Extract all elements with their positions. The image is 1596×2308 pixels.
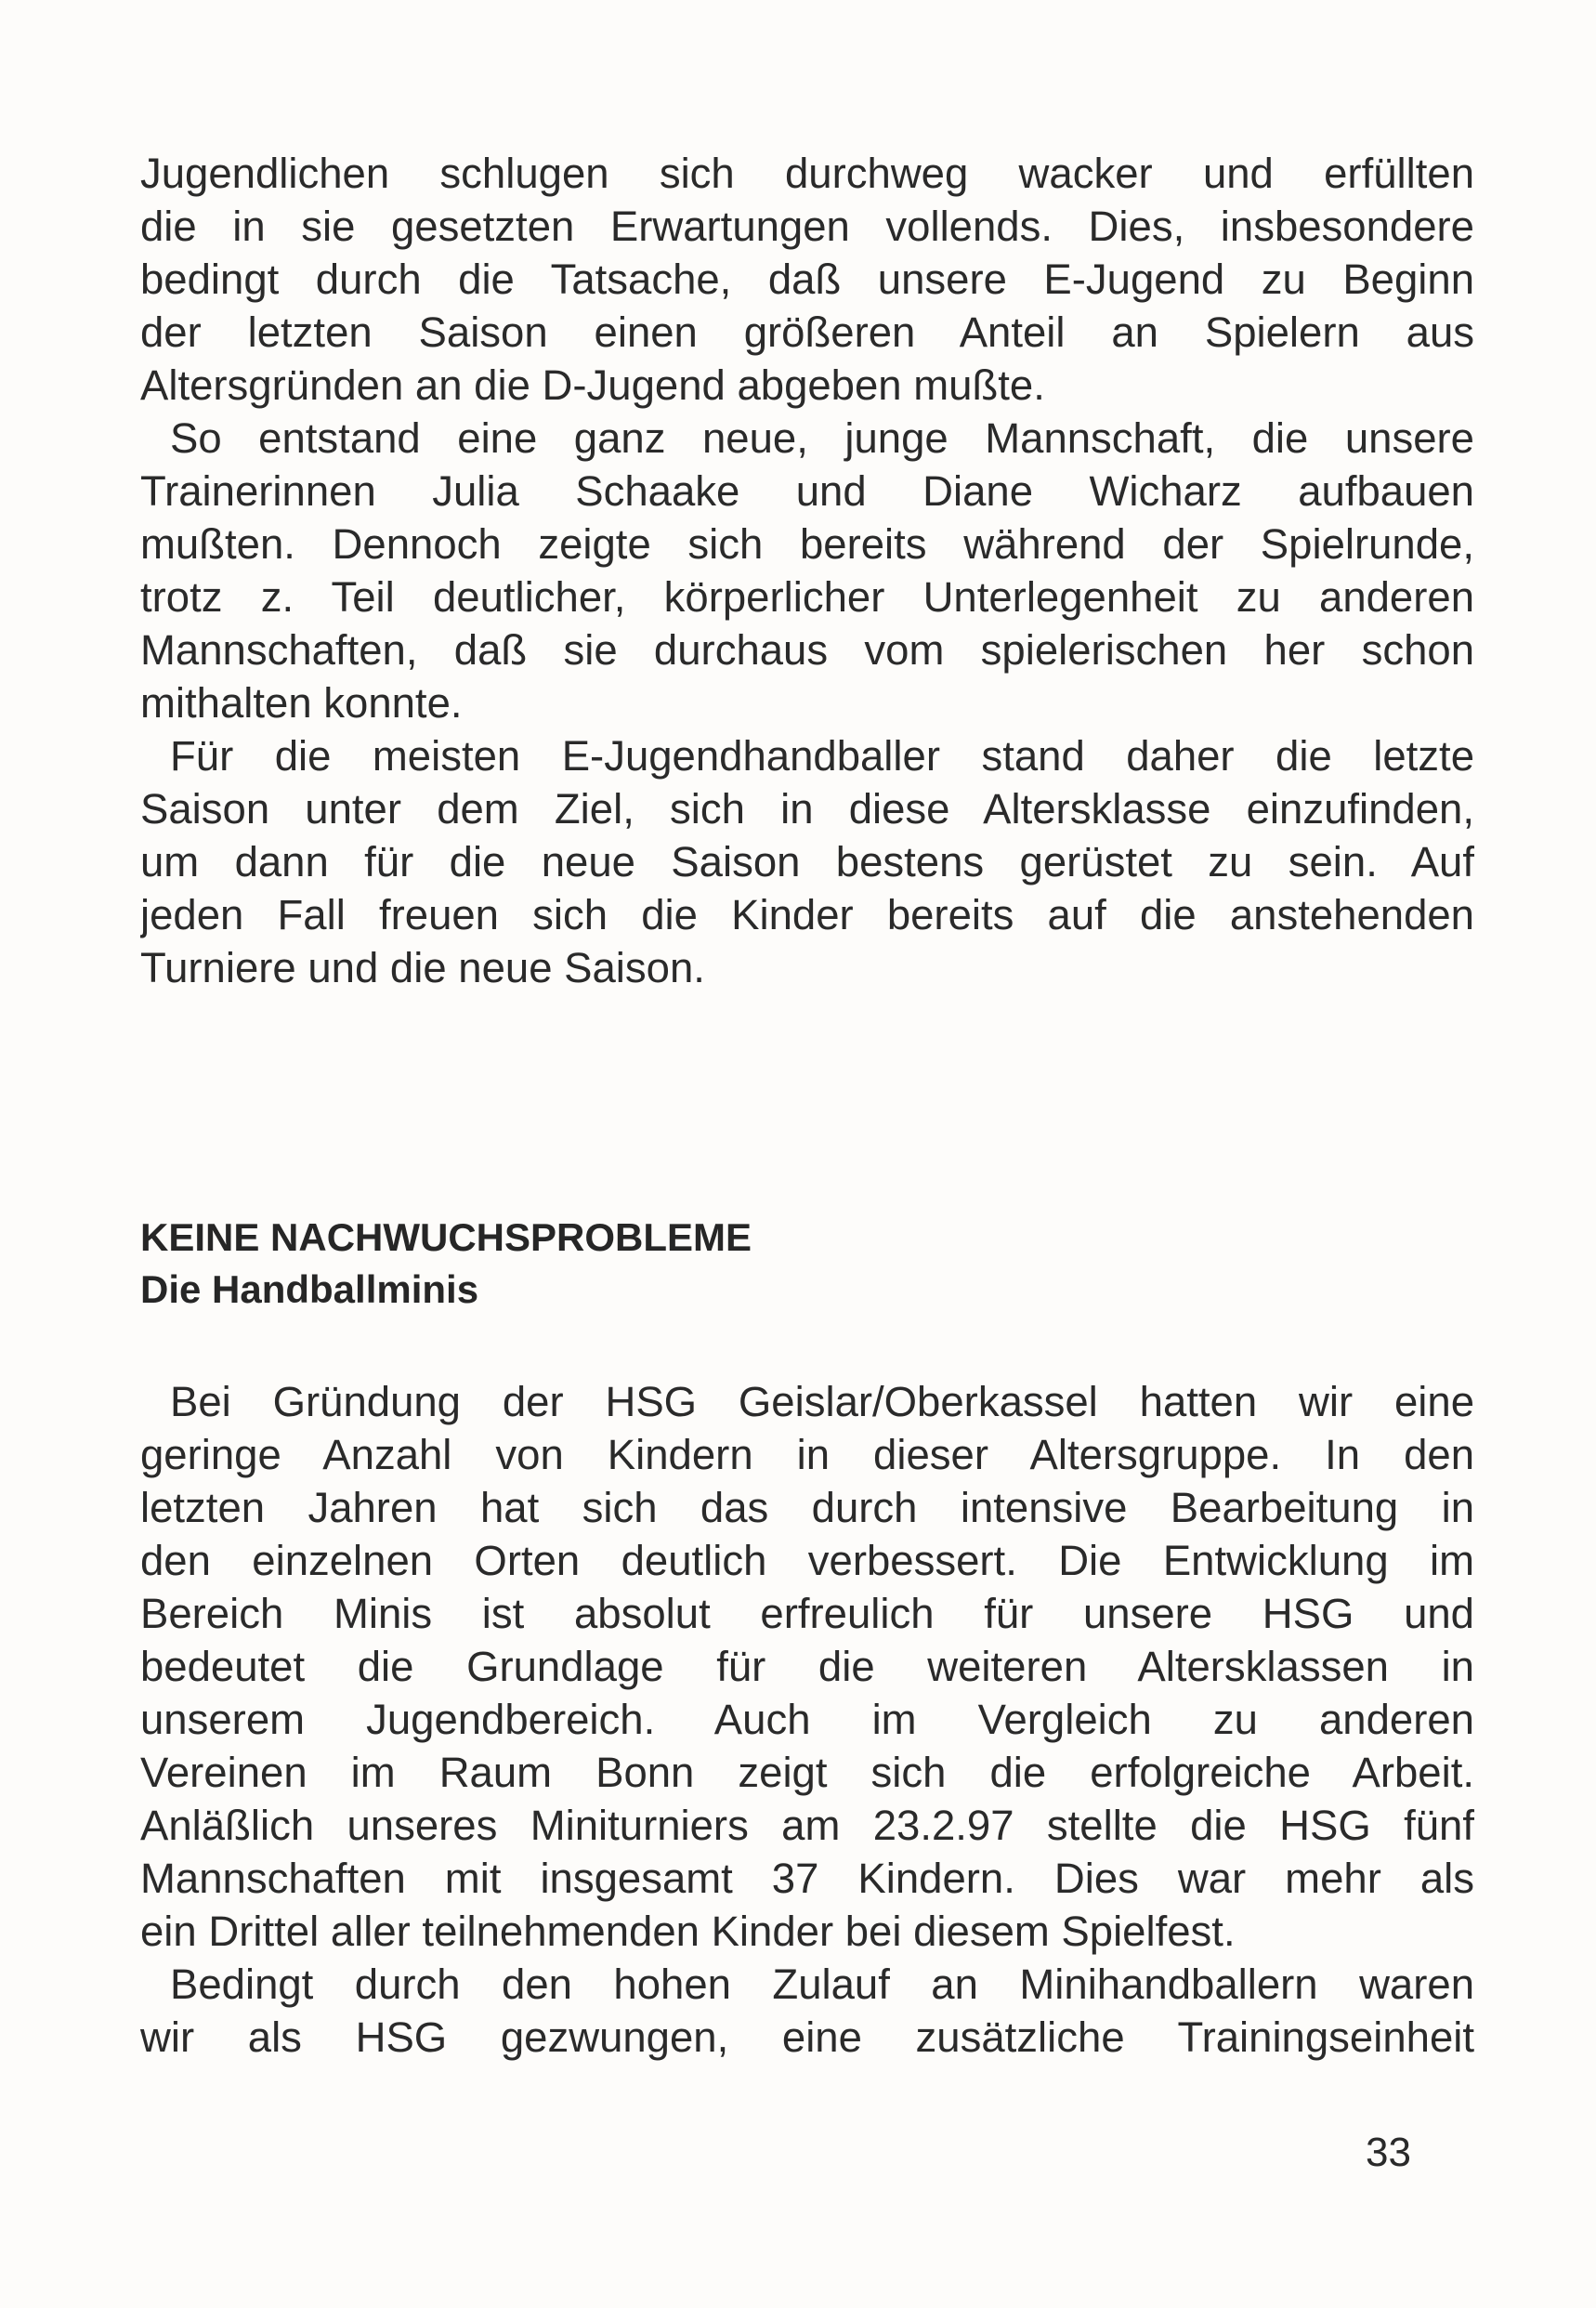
text-line: Anläßlich unseres Miniturniers am 23.2.97 stellte die HSG fünf bbox=[140, 1802, 1474, 1849]
text-line: geringe Anzahl von Kindern in dieser Altersgruppe. In den bbox=[140, 1431, 1474, 1478]
text-line: bedingt durch die Tatsache, daß unsere E-Jugend zu Beginn bbox=[140, 256, 1474, 303]
section-heading: KEINE NACHWUCHSPROBLEME bbox=[140, 1215, 752, 1259]
text-line: trotz z. Teil deutlicher, körperlicher Unterlegenheit zu anderen bbox=[140, 573, 1474, 621]
text-line: Altersgründen an die D-Jugend abgeben mußte. bbox=[140, 361, 1045, 409]
text-line: Vereinen im Raum Bonn zeigt sich die erfolgreiche Arbeit. bbox=[140, 1749, 1474, 1796]
text-line: Turniere und die neue Saison. bbox=[140, 944, 705, 991]
text-line: den einzelnen Orten deutlich verbessert. Die Entwicklung im bbox=[140, 1537, 1474, 1584]
paragraph-block-e-jugend bbox=[140, 147, 1474, 994]
text-line: Für die meisten E-Jugendhandballer stand daher die letzte bbox=[170, 732, 1474, 780]
text-line: um dann für die neue Saison bestens gerüstet zu sein. Auf bbox=[140, 838, 1474, 885]
text-line: bedeutet die Grundlage für die weiteren Altersklassen in bbox=[140, 1643, 1474, 1690]
text-line: letzten Jahren hat sich das durch intensive Bearbeitung in bbox=[140, 1484, 1474, 1531]
text-line: Jugendlichen schlugen sich durchweg wacker und erfüllten bbox=[140, 150, 1474, 197]
text-line: unserem Jugendbereich. Auch im Vergleich zu anderen bbox=[140, 1696, 1474, 1743]
text-line: wir als HSG gezwungen, eine zusätzliche Trainingseinheit bbox=[140, 2013, 1474, 2061]
text-line: mußten. Dennoch zeigte sich bereits während der Spielrunde, bbox=[140, 520, 1474, 568]
page-number: 33 bbox=[1366, 2130, 1411, 2175]
text-line: der letzten Saison einen größeren Anteil an Spielern aus bbox=[140, 308, 1474, 356]
text-line: Bei Gründung der HSG Geislar/Oberkassel hatten wir eine bbox=[170, 1378, 1474, 1425]
text-line: Bedingt durch den hohen Zulauf an Minihandballern waren bbox=[170, 1960, 1474, 2008]
section-subheading: Die Handballminis bbox=[140, 1267, 479, 1311]
text-line: die in sie gesetzten Erwartungen vollends. Dies, insbesondere bbox=[140, 203, 1474, 250]
text-line: mithalten konnte. bbox=[140, 679, 463, 727]
text-line: ein Drittel aller teilnehmenden Kinder bei diesem Spielfest. bbox=[140, 1908, 1236, 1955]
text-line: Bereich Minis ist absolut erfreulich für unsere HSG und bbox=[140, 1590, 1474, 1637]
text-line: Mannschaften mit insgesamt 37 Kindern. Dies war mehr als bbox=[140, 1855, 1474, 1902]
text-line: Trainerinnen Julia Schaake und Diane Wicharz aufbauen bbox=[140, 467, 1474, 515]
paragraph-block-handballminis bbox=[140, 1375, 1474, 2064]
text-line: jeden Fall freuen sich die Kinder bereits auf die anstehenden bbox=[140, 891, 1474, 938]
text-line: Mannschaften, daß sie durchaus vom spielerischen her schon bbox=[140, 626, 1474, 674]
text-line: Saison unter dem Ziel, sich in diese Altersklasse einzufinden, bbox=[140, 785, 1474, 833]
text-line: So entstand eine ganz neue, junge Mannschaft, die unsere bbox=[170, 414, 1474, 462]
